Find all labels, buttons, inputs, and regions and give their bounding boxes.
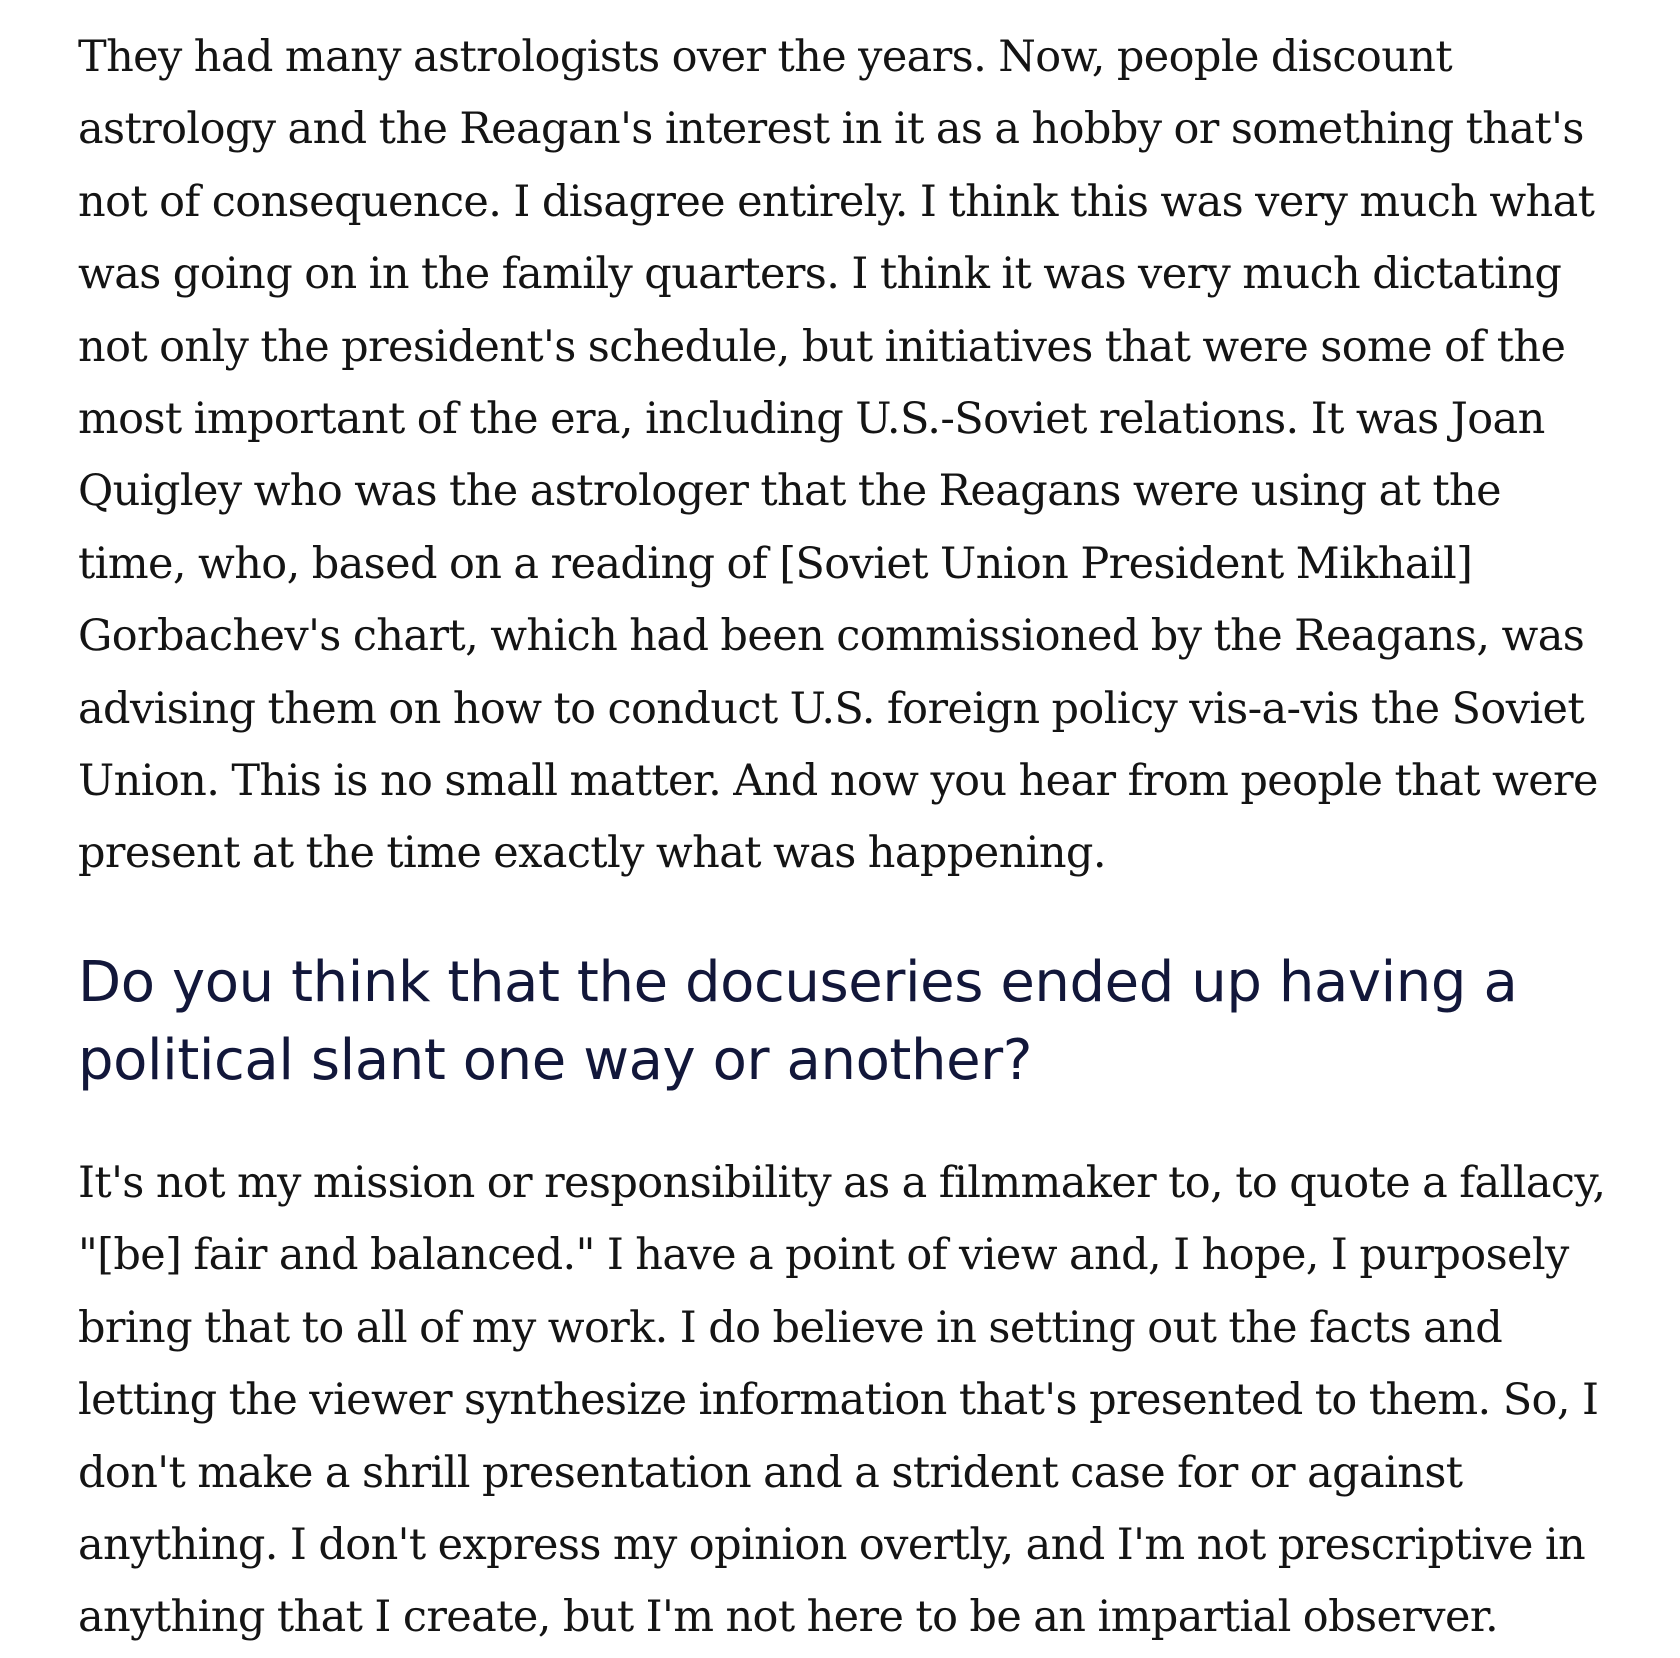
answer-paragraph: It's not my mission or responsibility as a filmmaker to, to quote a fallacy, "[be] fair and balanced." I have a point of view and, I hope, I purposely bring that to all of my work. I do believe in setting out the facts and letting the viewer synthesize information that's presented to them. So, I don't make a shrill presentation and a strident case for or against anything. I don't express my opinion overtly, and I'm not prescriptive in anything that I create, but I'm not here to be an impartial observer. — [78, 1157, 1606, 1643]
question-heading: Do you think that the docuseries ended up having a political slant one way or another? — [78, 949, 1518, 1093]
article-body — [78, 0, 1618, 1654]
answer-paragraph: They had many astrologists over the years. Now, people discount astrology and the Reagan's interest in it as a hobby or something that's not of consequence. I disagree entirely. I think this was very much what was going on in the family quarters. I think it was very much dictating not only the president's schedule, but initiatives that were some of the most important of the era, including U.S.-Soviet relations. It was Joan Quigley who was the astrologer that the Reagans were using at the time, who, based on a reading of [Soviet Union President Mikhail] Gorbachev's chart, which had been commissioned by the Reagans, was advising them on how to conduct U.S. foreign policy vis-a-vis the Soviet Union. This is no small matter. And now you hear from people that were present at the time exactly what was happening. — [78, 32, 1598, 879]
